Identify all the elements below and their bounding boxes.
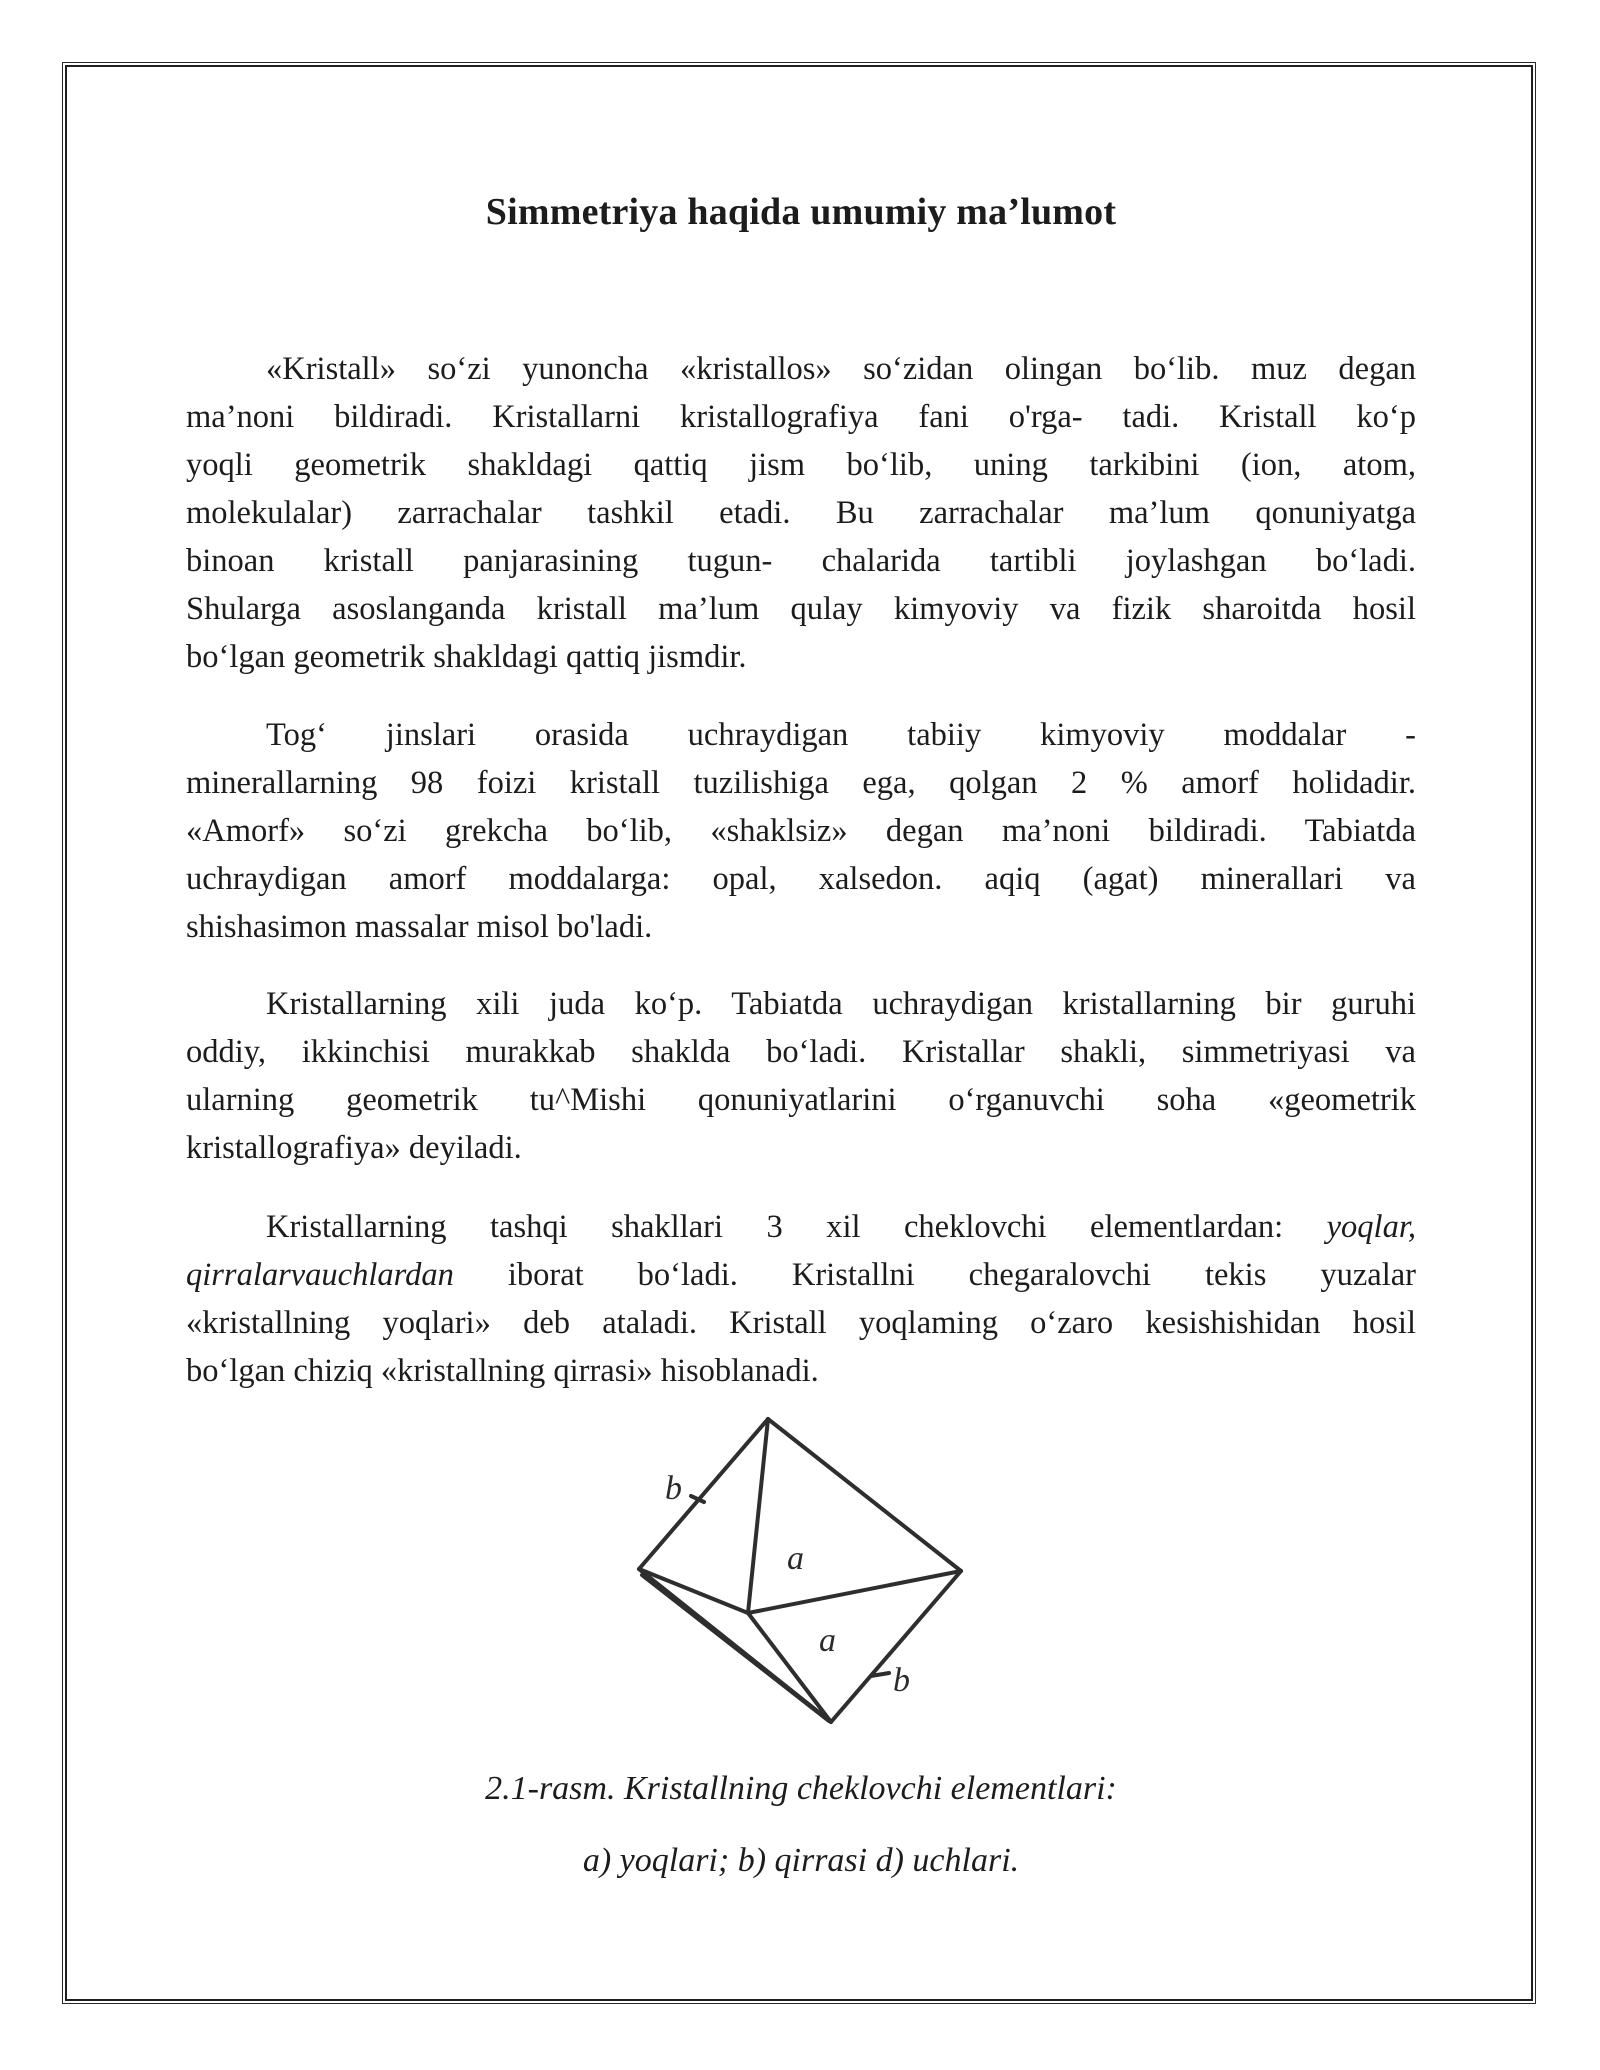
text-line	[186, 1124, 1416, 1172]
text-segment: iborat bo‘ladi. Kristallni chegaralovchi tekis yuzalar	[453, 1257, 1416, 1293]
text-segment: bo‘lgan geometrik shakldagi qattiq jismdir.	[186, 639, 747, 675]
text-segment: Tog‘ jinslari orasida uchraydigan tabiiy kimyoviy moddalar -	[266, 717, 1416, 753]
text-segment: «Amorf» so‘zi grekcha bo‘lib, «shaklsiz» degan ma’noni bildiradi. Tabiatda	[186, 813, 1416, 849]
text-segment: Shularga asoslanganda kristall ma’lum qulay kimyoviy va fizik sharoitda hosil	[186, 591, 1416, 627]
text-line	[186, 1347, 1416, 1395]
crystal-edge	[639, 1569, 748, 1613]
paragraph-cheklovchi-elementlar	[186, 1203, 1416, 1395]
crystal-edge	[748, 1419, 768, 1613]
text-line	[186, 903, 1416, 951]
crystal-edge	[639, 1419, 768, 1569]
page-content	[186, 0, 1416, 1885]
text-line	[186, 393, 1416, 441]
crystal-edge	[642, 1575, 829, 1721]
text-line	[186, 807, 1416, 855]
text-line	[186, 1251, 1416, 1299]
text-line	[186, 345, 1416, 393]
text-line	[186, 1299, 1416, 1347]
paragraph-kristall-types	[186, 980, 1416, 1172]
figure-label-a-bottom: a	[819, 1622, 836, 1659]
text-segment: «kristallning yoqlari» deb ataladi. Kristall yoqlaming o‘zaro kesishishidan hosil	[186, 1305, 1416, 1341]
text-segment: Kristallarning tashqi shakllari 3 xil cheklovchi elementlardan:	[266, 1209, 1327, 1245]
figure-caption-line-2: a) yoqlari; b) qirrasi d) uchlari.	[582, 1842, 1020, 1879]
paragraph-minerals-amorf	[186, 711, 1416, 951]
text-segment: ma’noni bildiradi. Kristallarni kristallografiya fani o'rga- tadi. Kristall ko‘p	[186, 399, 1416, 435]
text-line	[186, 1076, 1416, 1124]
italic-text-segment: yoqlar,	[1326, 1209, 1416, 1245]
page-title: Simmetriya haqida umumiy ma’lumot	[485, 191, 1117, 233]
text-segment: molekulalar) zarrachalar tashkil etadi. Bu zarrachalar ma’lum qonuniyatga	[186, 495, 1416, 531]
text-line	[186, 585, 1416, 633]
text-line	[186, 980, 1416, 1028]
text-line	[186, 633, 1416, 681]
text-segment: bo‘lgan chiziq «kristallning qirrasi» hisoblanadi.	[186, 1353, 819, 1389]
figure-caption-line-1: 2.1-rasm. Kristallning cheklovchi elementlari:	[485, 1770, 1117, 1807]
text-line	[186, 537, 1416, 585]
text-line	[186, 441, 1416, 489]
text-segment: uchraydigan amorf moddalarga: opal, xalsedon. aqiq (agat) minerallari va	[186, 861, 1416, 897]
italic-text-segment: qirralarvauchlardan	[186, 1257, 454, 1293]
text-line	[186, 489, 1416, 537]
text-segment: kristallografiya» deyiladi.	[186, 1130, 522, 1166]
text-line	[186, 711, 1416, 759]
figure-label-a-top: a	[787, 1540, 804, 1577]
crystal-figure	[591, 1399, 1011, 1749]
text-segment: shishasimon massalar misol bo'ladi.	[186, 909, 653, 945]
text-segment: Kristallarning xili juda ko‘p. Tabiatda uchraydigan kristallarning bir guruhi	[266, 986, 1416, 1022]
text-line	[186, 1203, 1416, 1251]
text-segment: yoqli geometrik shakldagi qattiq jism bo‘lib, uning tarkibini (ion, atom,	[186, 447, 1416, 483]
text-line	[186, 855, 1416, 903]
paragraph-kristall-definition	[186, 345, 1416, 681]
text-line	[186, 759, 1416, 807]
text-line	[186, 1028, 1416, 1076]
text-segment: «Kristall» so‘zi yunoncha «kristallos» so‘zidan olingan bo‘lib. muz degan	[266, 351, 1416, 387]
figure-label-b-top: b	[665, 1470, 682, 1507]
text-segment: oddiy, ikkinchisi murakkab shaklda bo‘ladi. Kristallar shakli, simmetriyasi va	[186, 1034, 1416, 1070]
crystal-figure-container	[186, 1399, 1416, 1754]
text-segment: binoan kristall panjarasining tugun- chalarida tartibli joylashgan bo‘ladi.	[186, 543, 1416, 579]
text-segment: ularning geometrik tu^Mishi qonuniyatlarini o‘rganuvchi soha «geometrik	[186, 1082, 1416, 1118]
figure-label-b-bottom: b	[893, 1662, 910, 1699]
text-segment: minerallarning 98 foizi kristall tuzilishiga ega, qolgan 2 % amorf holidadir.	[186, 765, 1416, 801]
